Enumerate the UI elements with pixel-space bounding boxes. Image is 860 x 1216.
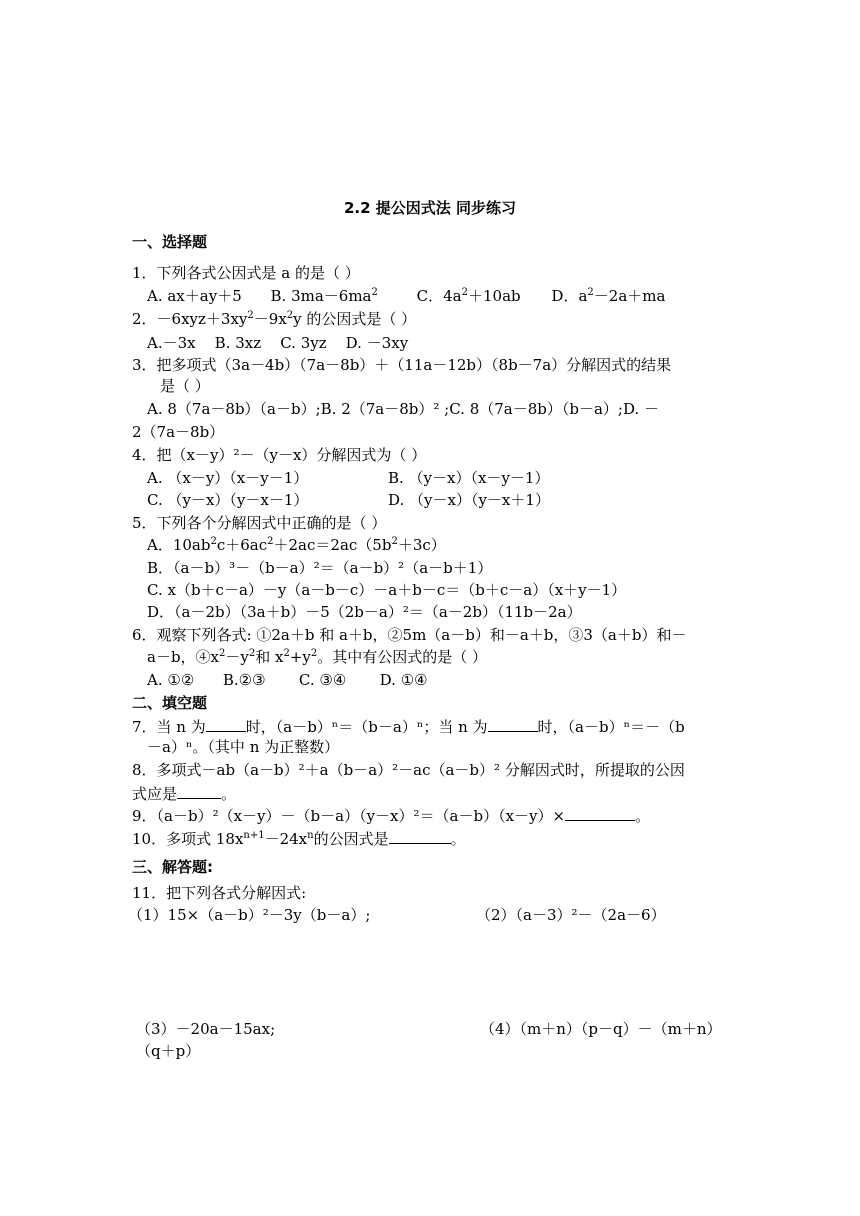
page-title: 2.2 提公因式法 同步练习	[343, 199, 517, 217]
question-1-options	[147, 286, 665, 306]
question-4-stem: 4．把（x－y）²－（y－x）分解因式为（ ）	[132, 446, 427, 464]
q5-option-c: C. x（b＋c－a）－y（a－b－c）－a＋b－c＝（b＋c－a）（x＋y－1）	[147, 581, 627, 599]
question-6-stem: 6．观察下列各式: ①2a＋b 和 a＋b，②5m（a－b）和－a＋b，③3（a＋b）和－	[132, 626, 687, 644]
q9-blank	[565, 804, 635, 821]
section-heading-fill: 二、填空题	[132, 694, 208, 712]
question-5-stem: 5．下列各个分解因式中正确的是（ ）	[132, 514, 387, 532]
question-3-stem: 3．把多项式（3a－4b）（7a－8b）＋（11a－12b）（8b－7a）分解因式的结果	[132, 356, 672, 374]
q4-option-b: B. （y－x）（x－y－1）	[388, 469, 550, 487]
question-6-options: A. ①② B.②③ C. ③④ D. ①④	[147, 671, 428, 689]
q7-blank-2	[488, 715, 538, 732]
question-3-options: A. 8（7a－8b）（a－b）;B. 2（7a－8b）² ;C. 8（7a－8b）（b－a）;D. －	[147, 400, 659, 418]
question-6-stem-cont: a－b，$④x^2-y^2$和 $x^2+y^2$。其中有公因式的是（ ）	[147, 648, 488, 666]
q5-option-a: A．$10ab^2c+6ac^2+2ac=2ac(5b^2+3c)$	[147, 536, 446, 554]
q5-option-d: D．（a－2b）（3a＋b）－5（2b－a）²＝（a－2b）（11b－2a）	[147, 603, 582, 621]
q1-option-c: C．$4a^2+10ab$	[416, 287, 521, 305]
q10-blank	[389, 827, 451, 844]
question-8-line-1: 8．多项式－ab（a－b）²＋a（b－a）²－ac（a－b）² 分解因式时，所提取的公因	[132, 761, 685, 779]
question-8-line-2: 式应是 。	[132, 782, 236, 804]
q4-option-a: A. （x－y）（x－y－1）	[147, 469, 309, 487]
q11-part-3: （3）－20a－15ax;	[136, 1020, 276, 1038]
question-10: 10．多项式 $18x^{n+1}-24x^n$的公因式是 。	[132, 827, 466, 849]
section-heading-choice: 一、选择题	[132, 233, 208, 251]
question-3-options-cont: 2（7a－8b）	[132, 423, 225, 441]
question-1-stem: 1．下列各式公因式是 a 的是（ ）	[132, 264, 360, 282]
q11-part-2: （2）（a－3）²－（2a－6）	[476, 906, 666, 924]
q11-part-1: （1）15×（a－b）²－3y（b－a）;	[128, 906, 371, 924]
q8-blank	[177, 782, 221, 799]
q11-part-4-cont: （q＋p）	[136, 1042, 201, 1060]
q7-blank-1	[206, 715, 246, 732]
question-2-stem: 2．$-6xyz+3xy^2-9x^2y$ 的公因式是（ ）	[132, 310, 417, 328]
q11-part-4: （4）（m＋n）（p－q）－（m＋n）	[480, 1020, 722, 1038]
question-3-stem-cont: 是（ ）	[160, 377, 210, 395]
q4-option-c: C. （y－x）（y－x－1）	[147, 491, 309, 509]
q1-option-a: A. ax＋ay＋5	[147, 287, 242, 305]
q1-option-b: B. $3ma-6ma^2$	[270, 287, 378, 305]
section-heading-answer: 三、解答题:	[132, 858, 213, 876]
question-9: 9．（a－b）²（x－y）－（b－a）（y－x）²＝（a－b）（x－y）× 。	[132, 804, 650, 826]
q5-option-b: B．（a－b）³－（b－a）²＝（a－b）²（a－b＋1）	[147, 559, 493, 577]
question-7-line-2: －a）ⁿ。（其中 n 为正整数）	[147, 738, 340, 756]
question-2-options: A.－3x B. 3xz C. 3yz D. －3xy	[147, 334, 409, 352]
question-11-stem: 11．把下列各式分解因式:	[132, 884, 307, 902]
q4-option-d: D. （y－x）（y－x＋1）	[388, 491, 550, 509]
q1-option-d: D．$a^2-2a+ma$	[551, 287, 666, 305]
question-7-line-1: 7．当 n 为 时，（a－b）ⁿ＝（b－a）ⁿ；当 n 为 时，（a－b）ⁿ＝－（b	[132, 715, 685, 737]
